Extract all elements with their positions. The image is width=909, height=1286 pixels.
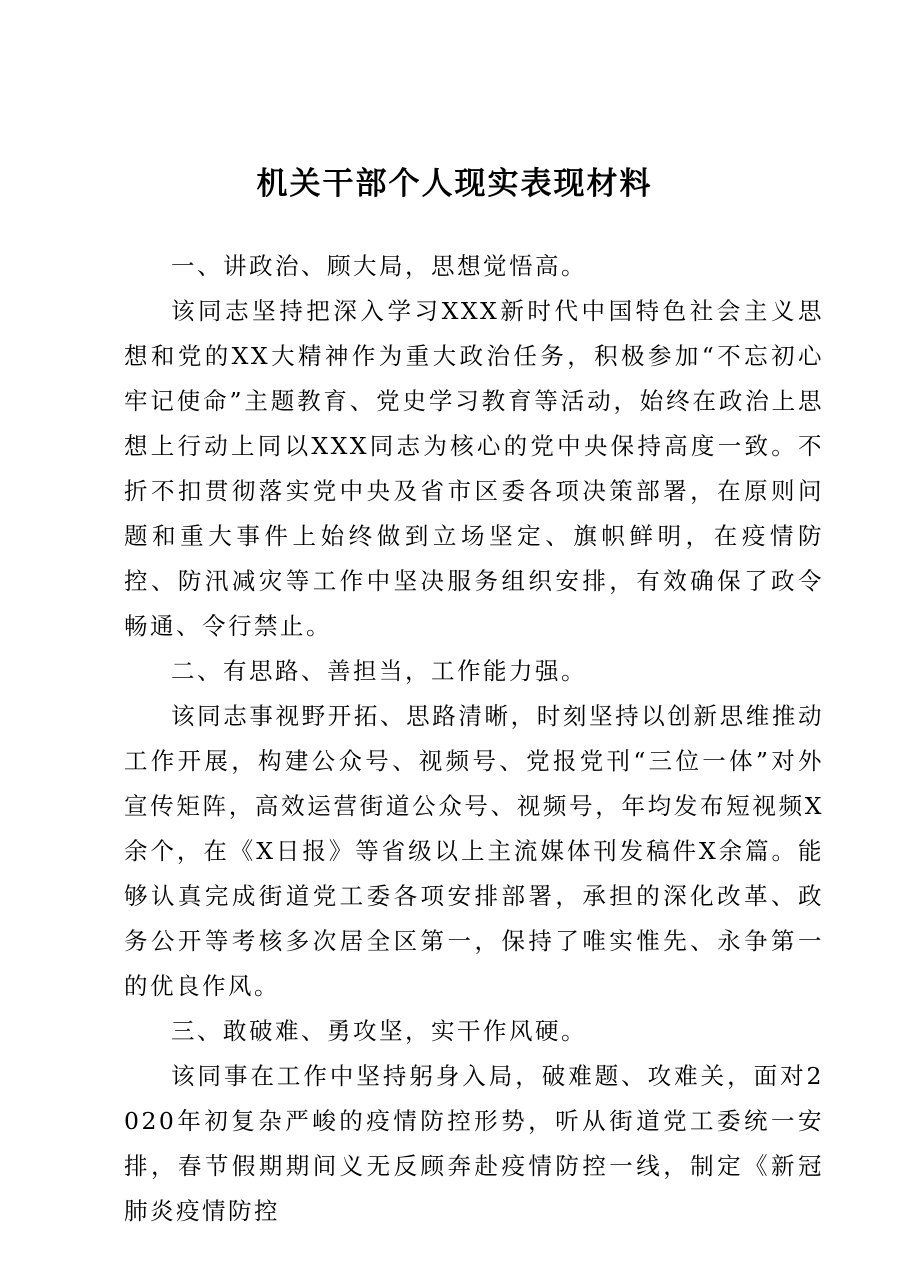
section-heading-1: 一、讲政治、顾大局，思想觉悟高。 bbox=[171, 252, 587, 280]
document-title: 机关干部个人现实表现材料 bbox=[256, 166, 653, 202]
body-paragraph-2: 该同志事视野开拓、思路清晰，时刻坚持以创新思维推动工作开展，构建公众号、视频号、党报党刊“三位一体”对外宣传矩阵，高效运营街道公众号、视频号，年均发布短视频X余个，在《X日报》等省级以上主流媒体刊发稿件X余篇。能够认真完成街道党工委各项安排部署，承担的深化改革、政务公开等考核多次居全区第一，保持了唯实惟先、永争第一的优良作风。 bbox=[124, 702, 824, 1000]
section-heading-2: 二、有思路、善担当，工作能力强。 bbox=[171, 657, 587, 685]
body-paragraph-3: 该同事在工作中坚持躬身入局，破难题、攻难关，面对2020年初复杂严峻的疫情防控形势，听从街道党工委统一安排，春节假期期间义无反顾奔赴疫情防控一线，制定《新冠肺炎疫情防控 bbox=[124, 1062, 824, 1225]
body-paragraph-1: 该同志坚持把深入学习XXX新时代中国特色社会主义思想和党的XX大精神作为重大政治任务，积极参加“不忘初心牢记使命”主题教育、党史学习教育等活动，始终在政治上思想上行动上同以XXX同志为核心的党中央保持高度一致。不折不扣贯彻落实党中央及省市区委各项决策部署，在原则问题和重大事件上始终做到立场坚定、旗帜鲜明，在疫情防控、防汛减灾等工作中坚决服务组织安排，有效确保了政令畅通、令行禁止。 bbox=[124, 297, 824, 640]
section-heading-3: 三、敢破难、勇攻坚，实干作风硬。 bbox=[171, 1017, 587, 1045]
document-body bbox=[124, 244, 824, 1234]
